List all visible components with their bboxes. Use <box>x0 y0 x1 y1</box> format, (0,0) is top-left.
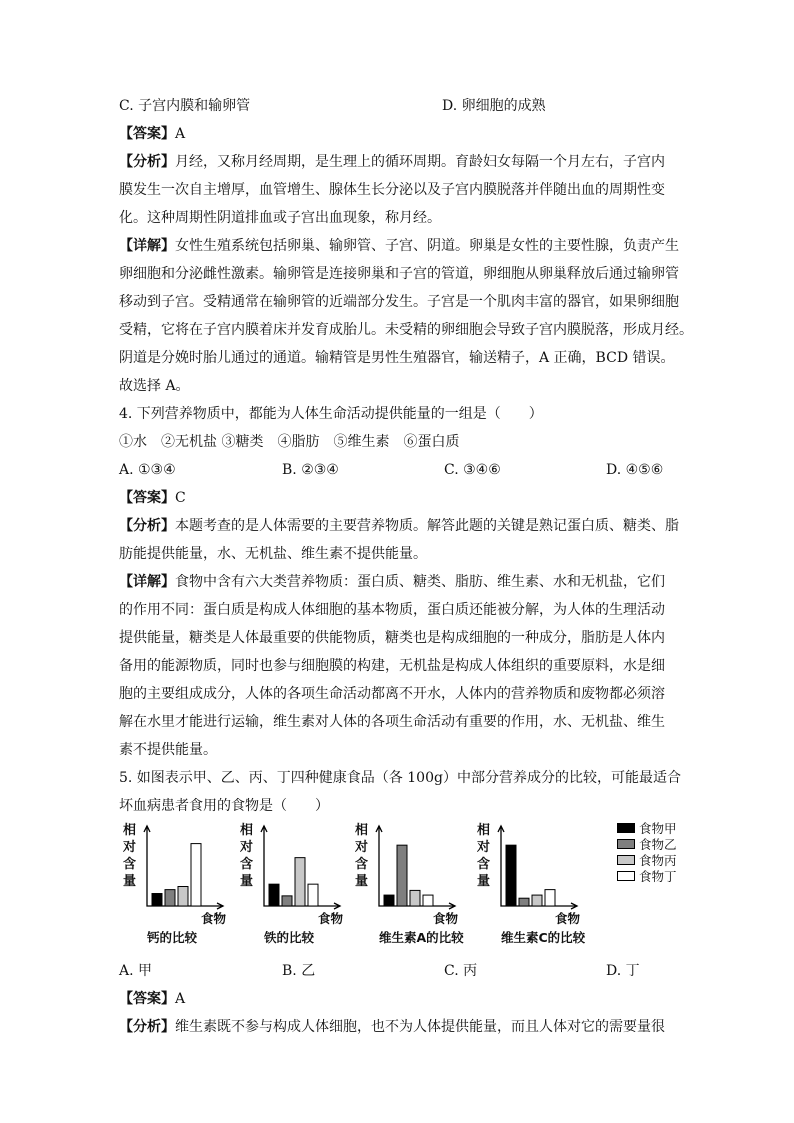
option-b: D. 卵细胞的成熟 <box>442 98 546 114</box>
tagged-text: 维生素既不参与构成人体细胞，也不为人体提供能量，而且人体对它的需要量很 <box>175 1019 665 1035</box>
section-tag: 【答案】 <box>119 126 175 142</box>
tagged-text: A <box>175 991 186 1007</box>
tagged-text: A <box>175 126 186 142</box>
legend-item <box>617 820 677 836</box>
x-axis-label: 食物 <box>555 911 581 926</box>
section-tag: 【详解】 <box>119 238 175 254</box>
text-line: 胞的主要组成成分，人体的各项生命活动都离不开水，人体内的营养物质和废物都必须溶 <box>119 686 665 702</box>
bar-食物乙 <box>165 890 175 906</box>
option-d: D. ④⑤⑥ <box>606 462 664 478</box>
legend-label: 食物丙 <box>639 853 677 868</box>
bar-食物丙 <box>295 858 305 906</box>
text-line: 受精，它将在子宫内膜着床并发育成胎儿。未受精的卵细胞会导致子宫内膜脱落，形成月经。 <box>119 322 693 338</box>
text-line: 5. 如图表示甲、乙、丙、丁四种健康食品（各 100g）中部分营养成分的比较，可能最适合 <box>119 770 681 786</box>
tagged-text: 月经，又称月经周期，是生理上的循环周期。育龄妇女每隔一个月左右，子宫内 <box>175 154 665 170</box>
text-line: 解在水里才能进行运输，维生素对人体的各项生命活动有重要的作用，水、无机盐、维生 <box>119 714 665 730</box>
bar-食物丁 <box>423 895 433 906</box>
text-line: 的作用不同：蛋白质是构成人体细胞的基本物质，蛋白质还能被分解，为人体的生理活动 <box>119 602 665 618</box>
answer-options <box>119 957 681 985</box>
chart-caption: 维生素A的比较 <box>379 930 464 945</box>
legend-label: 食物甲 <box>639 821 677 836</box>
chart-plot <box>240 822 350 922</box>
x-axis-label: 食物 <box>201 911 227 926</box>
chart-caption: 维生素C的比较 <box>501 930 586 945</box>
legend-item <box>617 852 677 868</box>
section-tag: 【分析】 <box>119 154 175 170</box>
text-line: 提供能量，糖类是人体最重要的供能物质，糖类也是构成细胞的一种成分，脂肪是人体内 <box>119 630 665 646</box>
bar-食物丁 <box>191 844 201 906</box>
option-b: B. ②③④ <box>282 462 339 478</box>
bar-食物丙 <box>178 887 188 907</box>
tagged-line <box>119 568 681 596</box>
text-line: 备用的能源物质，同时也参与细胞膜的构建，无机盐是构成人体组织的重要原料，水是细 <box>119 658 665 674</box>
tagged-text: 女性生殖系统包括卵巢、输卵管、子宫、阴道。卵巢是女性的主要性腺，负责产生 <box>175 238 679 254</box>
text-line: 坏血病患者食用的食物是（ ） <box>119 798 329 814</box>
chart-caption: 钙的比较 <box>147 930 198 945</box>
chart-plot <box>123 822 233 922</box>
text-line: 卵细胞和分泌雌性激素。输卵管是连接卵巢和子宫的管道，卵细胞从卵巢释放后通过输卵管 <box>119 266 679 282</box>
text-line: 肪能提供能量，水、无机盐、维生素不提供能量。 <box>119 546 427 562</box>
text-line: 化。这种周期性阴道排血或子宫出血现象，称月经。 <box>119 210 441 226</box>
figure-charts <box>119 822 681 957</box>
y-axis-label: 相对含量 <box>123 823 137 889</box>
answer-options <box>119 92 681 120</box>
chart-legend <box>617 820 677 884</box>
option-a: C. 子宫内膜和输卵管 <box>119 98 251 114</box>
chart-caption: 铁的比较 <box>264 930 315 945</box>
bar-食物乙 <box>519 898 529 906</box>
bar-食物丁 <box>308 884 318 906</box>
bar-食物丙 <box>410 890 420 906</box>
text-line: 阴道是分娩时胎儿通过的通道。输精管是男性生殖器官，输送精子，A 正确，BCD 错误。 <box>119 350 675 366</box>
legend-swatch <box>617 823 635 833</box>
option-b: B. 乙 <box>282 963 316 979</box>
text-line: 素不提供能量。 <box>119 742 217 758</box>
answer-options <box>119 456 681 484</box>
bar-食物甲 <box>269 884 279 906</box>
option-a: A. 甲 <box>119 963 153 979</box>
legend-label: 食物丁 <box>639 869 677 884</box>
tagged-text: 本题考查的是人体需要的主要营养物质。解答此题的关键是熟记蛋白质、糖类、脂 <box>175 518 679 534</box>
section-tag: 【详解】 <box>119 574 175 590</box>
tagged-line <box>119 1013 681 1041</box>
text-line: 膜发生一次自主增厚，血管增生、腺体生长分泌以及子宫内膜脱落并伴随出血的周期性变 <box>119 182 665 198</box>
tagged-text: C <box>175 490 186 506</box>
bar-chart <box>240 822 350 957</box>
tagged-line <box>119 120 681 148</box>
legend-swatch <box>617 839 635 849</box>
tagged-text: 食物中含有六大类营养物质：蛋白质、糖类、脂肪、维生素、水和无机盐，它们 <box>175 574 665 590</box>
text-block-top <box>119 92 693 820</box>
chart-plot <box>477 822 587 922</box>
bar-chart <box>355 822 465 957</box>
y-axis-label: 相对含量 <box>355 823 369 889</box>
section-tag: 【答案】 <box>119 991 175 1007</box>
y-axis-label: 相对含量 <box>477 823 491 889</box>
tagged-line <box>119 484 681 512</box>
bar-食物乙 <box>282 896 292 906</box>
paper-page <box>119 92 693 1041</box>
tagged-line <box>119 512 681 540</box>
legend-item <box>617 868 677 884</box>
text-line: 移动到子宫。受精通常在输卵管的近端部分发生。子宫是一个肌肉丰富的器官，如果卵细胞 <box>119 294 679 310</box>
option-a: A. ①③④ <box>119 462 176 478</box>
bar-食物甲 <box>506 845 516 906</box>
text-line: 4. 下列营养物质中，都能为人体生命活动提供能量的一组是（ ） <box>119 406 543 422</box>
tagged-line <box>119 232 681 260</box>
legend-item <box>617 836 677 852</box>
chart-plot <box>355 822 465 922</box>
text-block-bottom <box>119 957 681 1041</box>
y-axis-label: 相对含量 <box>240 823 254 889</box>
bar-食物甲 <box>152 894 162 906</box>
bar-食物乙 <box>397 845 407 906</box>
x-axis-label: 食物 <box>318 911 344 926</box>
bar-chart <box>477 822 587 957</box>
legend-swatch <box>617 871 635 881</box>
section-tag: 【分析】 <box>119 518 175 534</box>
option-d: D. 丁 <box>606 963 640 979</box>
text-line: 故选择 A。 <box>119 378 190 394</box>
section-tag: 【答案】 <box>119 490 175 506</box>
text-line: ①水 ②无机盐 ③糖类 ④脂肪 ⑤维生素 ⑥蛋白质 <box>119 434 460 450</box>
section-tag: 【分析】 <box>119 1019 175 1035</box>
bar-食物丙 <box>532 895 542 906</box>
bar-食物丁 <box>545 890 555 906</box>
tagged-line <box>119 985 681 1013</box>
bar-食物甲 <box>384 895 394 906</box>
option-c: C. ③④⑥ <box>444 462 501 478</box>
option-c: C. 丙 <box>444 963 478 979</box>
bar-chart <box>123 822 233 957</box>
legend-swatch <box>617 855 635 865</box>
x-axis-label: 食物 <box>433 911 459 926</box>
tagged-line <box>119 148 681 176</box>
legend-label: 食物乙 <box>639 837 677 852</box>
